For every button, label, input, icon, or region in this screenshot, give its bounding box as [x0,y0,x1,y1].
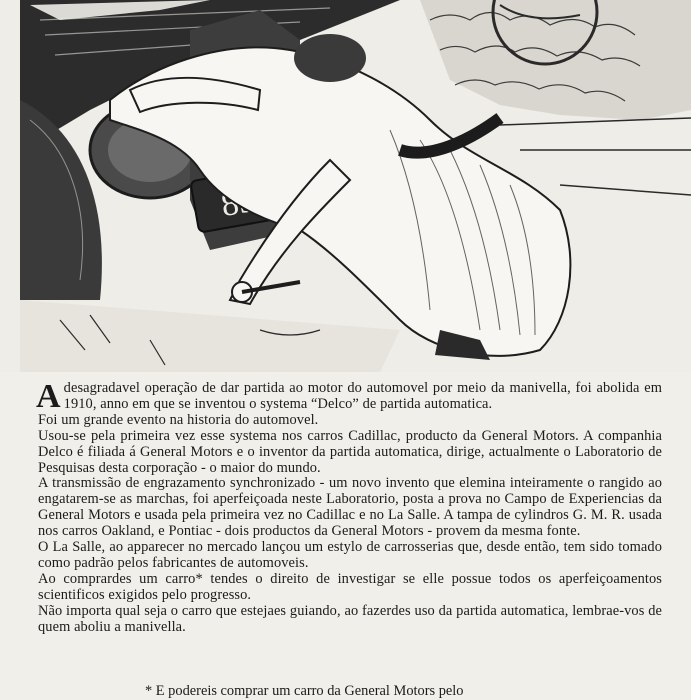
paragraph: Usou-se pela primeira vez esse systema nos carros Cadillac, producto da General Motors. A companhia Delco é filiada á General Motors e o inventor da partida automatica, dirige, actualmente o Laboratorio de Pesquisas desta corporação - o maior do mundo. [38,427,662,476]
drop-cap: A [36,378,61,415]
paragraph: Ao comprardes um carro* tendes o direito de investigar se elle possue todos os aperfeiçoamentos scientificos exigidos pelo progresso. [38,570,662,603]
paragraph: A transmissão de engrazamento synchronizado - um novo invento que elemina inteiramente o rangido ao engatarem-se as marchas, foi aperfeiçoada neste Laboratorio, posta a prova no Campo de Experiencias da General Motors e usada pela primeira vez no Cadillac e no La Salle. A tampa de cylindros G. M. R. usada nos carros Oakland, e Pontiac - dois productos da General Motors - provem da mesma fonte. [38,475,662,540]
intro-paragraph [36,378,662,415]
paragraph: Foi um grande evento na historia do automovel. [38,411,319,428]
paragraph: O La Salle, ao apparecer no mercado lançou um estylo de carrosserias que, desde então, tem sido tomado como padrão pelos fabricantes de automoveis. [38,539,662,571]
paragraph: Não importa qual seja o carro que estejaes guiando, ao fazerdes uso da partida automatica, lembrae-vos de quem aboliu a manivella. [38,602,662,635]
footnote: * E podereis comprar um carro da General Motors pelo [145,683,464,699]
article-body [36,378,662,636]
intro-text: desagradavel operação de dar partida ao motor do automovel por meio da manivella, foi abolida em 1910, anno em que se inventou o systema “Delco” de partida automatica. [63,380,662,412]
